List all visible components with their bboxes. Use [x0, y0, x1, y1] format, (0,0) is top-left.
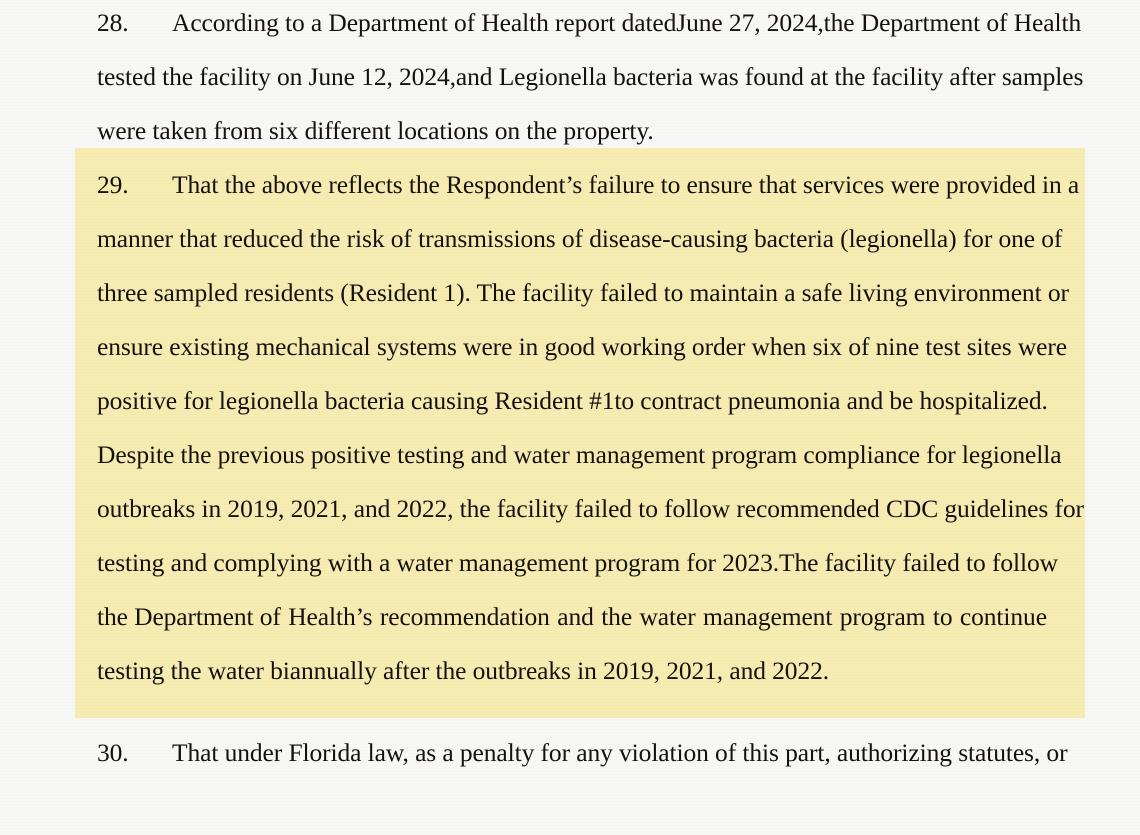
paragraph-30-line-1: 30. That under Florida law, as a penalty for any violation of this part, authorizing statutes, or: [97, 726, 1047, 780]
paragraph-29-line-10: testing the water biannually after the outbreaks in 2019, 2021, and 2022.: [97, 656, 830, 685]
paragraph-29-line-2: manner that reduced the risk of transmissions of disease-causing bacteria (legionella) for one of: [97, 224, 1063, 253]
paragraph-29-line-9: the Department of Health’s recommendation and the water management program to continue: [97, 602, 1047, 631]
paragraph-30-number: 30.: [97, 738, 129, 767]
paragraph-29-line-4: ensure existing mechanical systems were in good working order when six of nine test sites were: [97, 332, 1067, 361]
paragraph-28: [97, 0, 1084, 158]
paragraph-29-line-7: outbreaks in 2019, 2021, and 2022, the facility failed to follow recommended CDC guidelines for: [97, 494, 1084, 523]
paragraph-30: [97, 726, 1068, 780]
paragraph-28-number: 28.: [97, 8, 129, 37]
paragraph-29-line-5: positive for legionella bacteria causing Resident #1 to contract pneumonia and be hospitalized.: [97, 386, 1048, 415]
paragraph-28-line-1: 28. According to a Department of Health report dated June 27, 2024, the Department of Health: [97, 0, 1047, 50]
paragraph-29-line-8: testing and complying with a water management program for 2023. The facility failed to follow: [97, 548, 1058, 577]
paragraph-29: [97, 158, 1084, 698]
paragraph-28-line-3: were taken from six different locations on the property.: [97, 116, 654, 145]
paragraph-28-line-2: tested the facility on June 12, 2024, and Legionella bacteria was found at the facility after samples: [97, 62, 1084, 91]
paragraph-29-line-1: 29. That the above reflects the Respondent’s failure to ensure that services were provided in a: [97, 158, 1047, 212]
paragraph-29-line-6: Despite the previous positive testing and water management program compliance for legionella: [97, 440, 1062, 469]
paragraph-29-number: 29.: [97, 170, 129, 199]
paragraph-29-line-3: three sampled residents (Resident 1). The facility failed to maintain a safe living environment or: [97, 278, 1069, 307]
